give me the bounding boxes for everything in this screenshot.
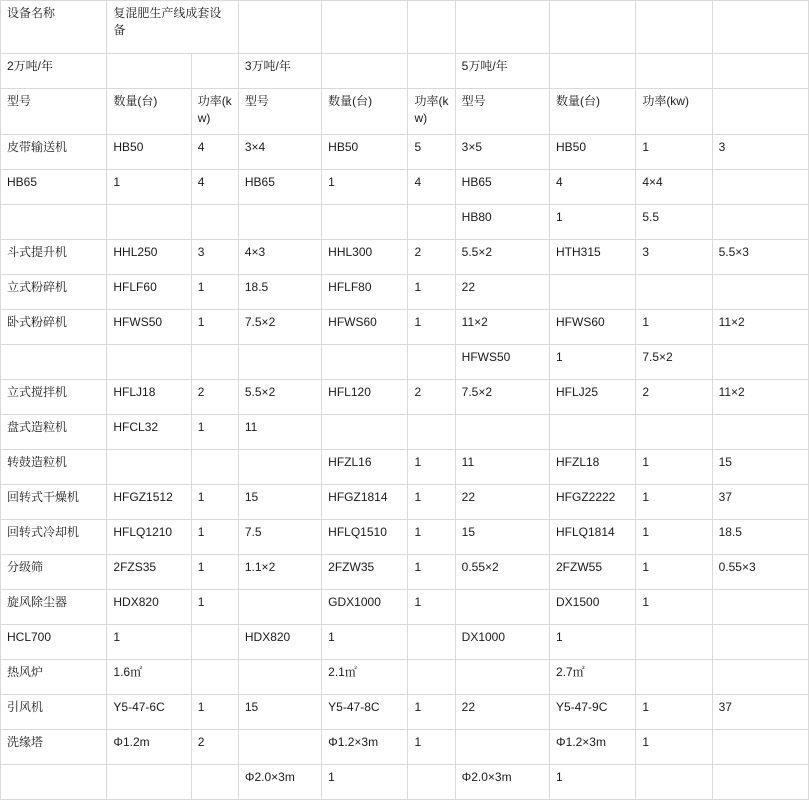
cell xyxy=(636,625,712,660)
table-row xyxy=(1,345,809,380)
cell: 1 xyxy=(191,590,238,625)
cell xyxy=(712,660,808,695)
cell: 皮带输送机 xyxy=(1,135,107,170)
cell: 4 xyxy=(550,170,636,205)
header-blank-5 xyxy=(550,1,636,54)
table-row xyxy=(1,415,809,450)
col-qty-3: 数量(台) xyxy=(550,89,636,135)
table-row xyxy=(1,590,809,625)
col-power-3: 功率(kw) xyxy=(636,89,712,135)
cell: 18.5 xyxy=(238,275,321,310)
cell: Y5-47-8C xyxy=(322,695,408,730)
cell xyxy=(712,590,808,625)
cell xyxy=(238,345,321,380)
cell: 立式搅拌机 xyxy=(1,380,107,415)
cell: 2 xyxy=(408,240,455,275)
cell: 0.55×3 xyxy=(712,555,808,590)
cell: 15 xyxy=(238,695,321,730)
cell xyxy=(712,205,808,240)
cell xyxy=(238,730,321,765)
cell: 1 xyxy=(636,135,712,170)
cell: 1 xyxy=(191,415,238,450)
table-row xyxy=(1,695,809,730)
cell: 1.6㎡ xyxy=(107,660,191,695)
table-row xyxy=(1,660,809,695)
header-blank-7 xyxy=(712,1,808,54)
cell: 0.55×2 xyxy=(455,555,549,590)
cell: 1 xyxy=(636,310,712,345)
cell: 37 xyxy=(712,485,808,520)
cell: 2FZW35 xyxy=(322,555,408,590)
cell: HB50 xyxy=(322,135,408,170)
cell: 5.5×2 xyxy=(238,380,321,415)
cell: 1 xyxy=(107,625,191,660)
cell: 5.5×3 xyxy=(712,240,808,275)
cell: Φ2.0×3m xyxy=(238,765,321,800)
header-equipment-name: 设备名称 xyxy=(1,1,107,54)
table-row xyxy=(1,240,809,275)
cell: 15 xyxy=(712,450,808,485)
cell: 22 xyxy=(455,695,549,730)
table-row xyxy=(1,170,809,205)
cell: 11 xyxy=(238,415,321,450)
col-qty-2: 数量(台) xyxy=(322,89,408,135)
cell: 1 xyxy=(636,730,712,765)
cell xyxy=(636,275,712,310)
cell: 1 xyxy=(191,695,238,730)
cell: 1 xyxy=(322,170,408,205)
cell: HB65 xyxy=(238,170,321,205)
cell: 2 xyxy=(191,730,238,765)
cell xyxy=(455,730,549,765)
table-row-capacity xyxy=(1,54,809,89)
cell: HTH315 xyxy=(550,240,636,275)
cell: 18.5 xyxy=(712,520,808,555)
table-row xyxy=(1,450,809,485)
cell xyxy=(636,415,712,450)
cell: HCL700 xyxy=(1,625,107,660)
cell: Φ1.2×3m xyxy=(322,730,408,765)
cell: 旋风除尘器 xyxy=(1,590,107,625)
cell: 1 xyxy=(408,695,455,730)
cell: 洗缘塔 xyxy=(1,730,107,765)
cell: 11 xyxy=(455,450,549,485)
cell: 1 xyxy=(408,555,455,590)
cell: 引风机 xyxy=(1,695,107,730)
cell xyxy=(408,205,455,240)
cell xyxy=(712,345,808,380)
col-blank xyxy=(712,89,808,135)
table-row-columns xyxy=(1,89,809,135)
cell: HHL250 xyxy=(107,240,191,275)
cell: 2FZS35 xyxy=(107,555,191,590)
cell: HDX820 xyxy=(238,625,321,660)
header-blank-2 xyxy=(322,1,408,54)
cell: 11×2 xyxy=(712,310,808,345)
cell xyxy=(408,660,455,695)
cell xyxy=(636,660,712,695)
cell: Y5-47-9C xyxy=(550,695,636,730)
cell: HFWS50 xyxy=(455,345,549,380)
cell: 15 xyxy=(455,520,549,555)
cell: 1 xyxy=(191,520,238,555)
cell: 1 xyxy=(550,345,636,380)
cell: HB65 xyxy=(1,170,107,205)
cell: 2 xyxy=(408,380,455,415)
cell: 1 xyxy=(191,275,238,310)
cell: HFLF80 xyxy=(322,275,408,310)
cell: Φ2.0×3m xyxy=(455,765,549,800)
cell: HHL300 xyxy=(322,240,408,275)
cell: 1 xyxy=(636,590,712,625)
cell xyxy=(191,660,238,695)
cell: 1 xyxy=(107,170,191,205)
cell xyxy=(712,170,808,205)
cell xyxy=(191,625,238,660)
cell xyxy=(455,415,549,450)
cell: 3×5 xyxy=(455,135,549,170)
cell: Φ1.2×3m xyxy=(550,730,636,765)
cell: HB80 xyxy=(455,205,549,240)
capacity-blank-6 xyxy=(636,54,712,89)
cell: 1 xyxy=(191,310,238,345)
cell xyxy=(408,765,455,800)
cell xyxy=(322,415,408,450)
cell: HFLQ1210 xyxy=(107,520,191,555)
table-row xyxy=(1,310,809,345)
cell: Y5-47-6C xyxy=(107,695,191,730)
cell xyxy=(1,205,107,240)
cell: 7.5×2 xyxy=(238,310,321,345)
table-row xyxy=(1,765,809,800)
cell: HFWS60 xyxy=(550,310,636,345)
cell: 1 xyxy=(636,450,712,485)
cell: 1 xyxy=(636,520,712,555)
capacity-3w: 3万吨/年 xyxy=(238,54,321,89)
cell: 1 xyxy=(636,485,712,520)
table-row xyxy=(1,275,809,310)
cell: 转鼓造粒机 xyxy=(1,450,107,485)
capacity-blank-1 xyxy=(107,54,191,89)
cell: 立式粉碎机 xyxy=(1,275,107,310)
cell: 3 xyxy=(636,240,712,275)
cell: 1.1×2 xyxy=(238,555,321,590)
cell: 7.5×2 xyxy=(636,345,712,380)
cell: 4 xyxy=(191,170,238,205)
cell: 1 xyxy=(636,695,712,730)
cell xyxy=(107,450,191,485)
cell: 11×2 xyxy=(712,380,808,415)
header-product-line: 复混肥生产线成套设备 xyxy=(107,1,238,54)
table-row xyxy=(1,520,809,555)
col-qty-1: 数量(台) xyxy=(107,89,191,135)
cell xyxy=(322,205,408,240)
cell: 回转式干燥机 xyxy=(1,485,107,520)
cell: HFWS50 xyxy=(107,310,191,345)
cell xyxy=(107,765,191,800)
cell: 1 xyxy=(408,590,455,625)
col-power-2: 功率(kw) xyxy=(408,89,455,135)
header-blank-1 xyxy=(238,1,321,54)
cell xyxy=(191,765,238,800)
cell xyxy=(238,590,321,625)
capacity-blank-5 xyxy=(550,54,636,89)
cell: DX1500 xyxy=(550,590,636,625)
capacity-blank-2 xyxy=(191,54,238,89)
cell xyxy=(238,450,321,485)
cell: 1 xyxy=(322,625,408,660)
cell: HB65 xyxy=(455,170,549,205)
cell: 2.1㎡ xyxy=(322,660,408,695)
cell: 37 xyxy=(712,695,808,730)
cell: HDX820 xyxy=(107,590,191,625)
cell: 2 xyxy=(636,380,712,415)
cell: HFLF60 xyxy=(107,275,191,310)
cell: 1 xyxy=(408,450,455,485)
cell xyxy=(712,765,808,800)
cell: 1 xyxy=(408,310,455,345)
cell: 回转式冷却机 xyxy=(1,520,107,555)
cell xyxy=(1,765,107,800)
cell: GDX1000 xyxy=(322,590,408,625)
cell: 5 xyxy=(408,135,455,170)
cell xyxy=(712,730,808,765)
cell: HFLJ25 xyxy=(550,380,636,415)
header-blank-4 xyxy=(455,1,549,54)
cell: HB50 xyxy=(107,135,191,170)
table-row-title xyxy=(1,1,809,54)
cell: Φ1.2m xyxy=(107,730,191,765)
cell: 卧式粉碎机 xyxy=(1,310,107,345)
cell xyxy=(408,415,455,450)
cell: 1 xyxy=(191,485,238,520)
cell: HFGZ1512 xyxy=(107,485,191,520)
cell: 7.5 xyxy=(238,520,321,555)
cell: 1 xyxy=(191,555,238,590)
cell: 1 xyxy=(408,275,455,310)
capacity-blank-4 xyxy=(408,54,455,89)
table-row xyxy=(1,485,809,520)
cell: HFLQ1510 xyxy=(322,520,408,555)
cell xyxy=(550,275,636,310)
col-model-3: 型号 xyxy=(455,89,549,135)
cell: 1 xyxy=(550,765,636,800)
cell: 15 xyxy=(238,485,321,520)
cell: HFZL18 xyxy=(550,450,636,485)
col-equipment-name: 型号 xyxy=(1,89,107,135)
table-row xyxy=(1,135,809,170)
cell xyxy=(191,450,238,485)
col-model-2: 型号 xyxy=(238,89,321,135)
cell: DX1000 xyxy=(455,625,549,660)
cell: HFLQ1814 xyxy=(550,520,636,555)
cell: 3 xyxy=(191,240,238,275)
cell: 11×2 xyxy=(455,310,549,345)
cell xyxy=(1,345,107,380)
cell: 4 xyxy=(408,170,455,205)
cell: 2FZW55 xyxy=(550,555,636,590)
table-row xyxy=(1,205,809,240)
cell: 5.5×2 xyxy=(455,240,549,275)
table-row xyxy=(1,625,809,660)
cell: 4×3 xyxy=(238,240,321,275)
cell: HFGZ1814 xyxy=(322,485,408,520)
capacity-blank-3 xyxy=(322,54,408,89)
cell: 1 xyxy=(550,625,636,660)
cell: 22 xyxy=(455,485,549,520)
cell xyxy=(408,625,455,660)
cell: 4 xyxy=(191,135,238,170)
table-row xyxy=(1,380,809,415)
cell: HFCL32 xyxy=(107,415,191,450)
cell xyxy=(636,765,712,800)
cell: 1 xyxy=(408,520,455,555)
cell xyxy=(712,415,808,450)
cell xyxy=(107,345,191,380)
cell: 5.5 xyxy=(636,205,712,240)
cell: 热风炉 xyxy=(1,660,107,695)
cell: 1 xyxy=(408,485,455,520)
cell xyxy=(191,205,238,240)
cell: 1 xyxy=(322,765,408,800)
cell: 分级筛 xyxy=(1,555,107,590)
cell: 7.5×2 xyxy=(455,380,549,415)
col-power-1: 功率(kw) xyxy=(191,89,238,135)
header-blank-3 xyxy=(408,1,455,54)
cell xyxy=(550,415,636,450)
cell: 1 xyxy=(408,730,455,765)
cell: 3 xyxy=(712,135,808,170)
cell: HFZL16 xyxy=(322,450,408,485)
cell xyxy=(107,205,191,240)
cell: HB50 xyxy=(550,135,636,170)
cell xyxy=(238,660,321,695)
table-row xyxy=(1,555,809,590)
header-blank-6 xyxy=(636,1,712,54)
table-body xyxy=(1,1,809,800)
cell: 2 xyxy=(191,380,238,415)
cell: HFWS60 xyxy=(322,310,408,345)
cell xyxy=(238,205,321,240)
cell: HFGZ2222 xyxy=(550,485,636,520)
cell xyxy=(322,345,408,380)
cell: 3×4 xyxy=(238,135,321,170)
cell xyxy=(712,625,808,660)
capacity-2w: 2万吨/年 xyxy=(1,54,107,89)
capacity-blank-7 xyxy=(712,54,808,89)
cell: 盘式造粒机 xyxy=(1,415,107,450)
cell: 2.7㎡ xyxy=(550,660,636,695)
cell xyxy=(712,275,808,310)
cell: 4×4 xyxy=(636,170,712,205)
cell xyxy=(191,345,238,380)
cell: 1 xyxy=(550,205,636,240)
cell xyxy=(455,660,549,695)
cell xyxy=(408,345,455,380)
cell: HFLJ18 xyxy=(107,380,191,415)
cell: 1 xyxy=(636,555,712,590)
cell xyxy=(455,590,549,625)
cell: 22 xyxy=(455,275,549,310)
cell: 斗式提升机 xyxy=(1,240,107,275)
capacity-5w: 5万吨/年 xyxy=(455,54,549,89)
table-row xyxy=(1,730,809,765)
cell: HFL120 xyxy=(322,380,408,415)
